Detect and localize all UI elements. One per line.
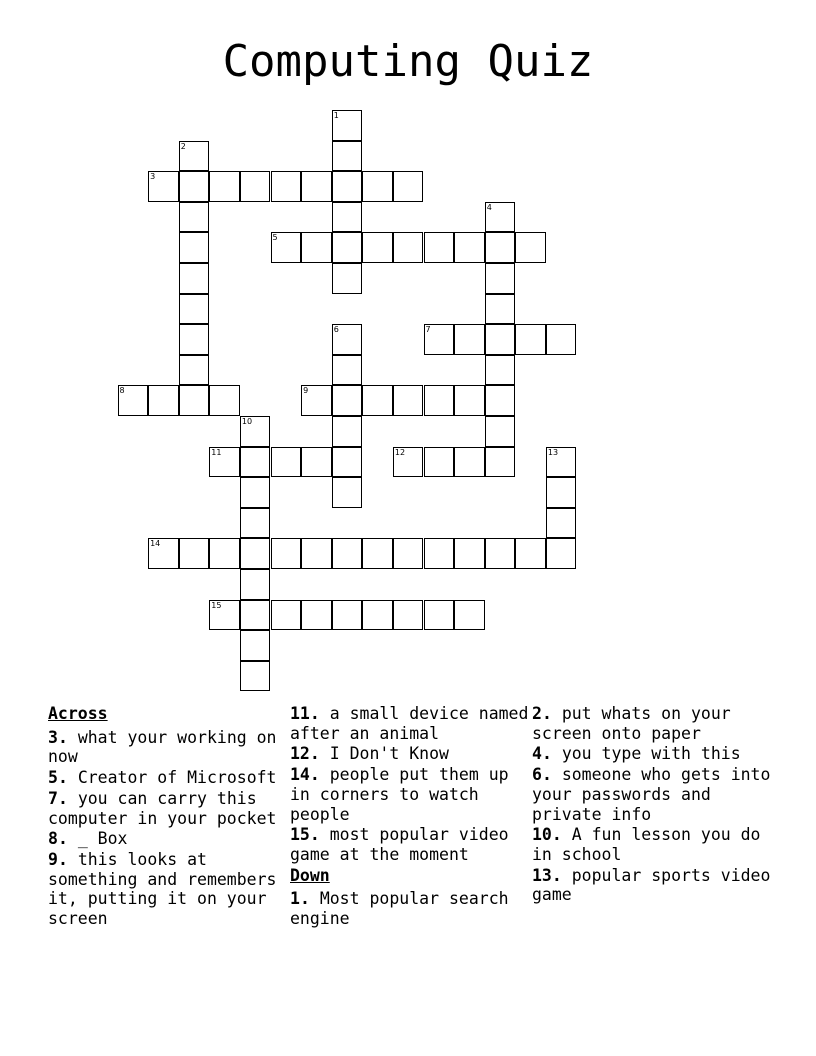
grid-cell[interactable]: [424, 232, 455, 263]
grid-cell[interactable]: [332, 324, 363, 355]
cell-number: 15: [211, 600, 222, 610]
clue-text: this looks at something and remembers it, putting it on your screen: [48, 849, 277, 929]
cell-number: 13: [547, 447, 559, 457]
grid-cell[interactable]: [271, 600, 302, 631]
grid-cell[interactable]: [179, 324, 210, 355]
grid-cell[interactable]: [424, 600, 455, 631]
grid-cell[interactable]: [332, 355, 363, 386]
clue-column-3: [532, 704, 772, 906]
clue-number: 13: [532, 865, 552, 885]
grid-cell[interactable]: [362, 171, 393, 202]
clue-across-11: 11. a small device named after an animal: [290, 704, 529, 743]
grid-cell[interactable]: [271, 538, 302, 569]
grid-cell[interactable]: [485, 263, 516, 294]
clue-down-10: 10. A fun lesson you do in school: [532, 825, 761, 864]
clue-across-12: 12. I Don't Know: [290, 744, 449, 764]
clue-number: 14: [290, 765, 310, 785]
grid-cell[interactable]: [332, 447, 363, 478]
clue-down-1: 1. Most popular search engine: [290, 889, 509, 929]
grid-cell[interactable]: [179, 202, 210, 233]
grid-cell[interactable]: [424, 385, 455, 416]
grid-cell[interactable]: [240, 600, 271, 631]
grid-cell[interactable]: [332, 263, 363, 294]
grid-cell[interactable]: [485, 416, 516, 447]
grid-cell[interactable]: [485, 294, 516, 325]
clue-number: 4: [532, 744, 542, 764]
clue-number: 10: [532, 825, 552, 845]
grid-cell[interactable]: [393, 600, 424, 631]
clue-across-9: 9. this looks at something and remembers it, putting it on your screen: [48, 849, 277, 929]
clue-number: 2: [532, 704, 542, 723]
across-heading: Across: [48, 704, 108, 723]
grid-cell[interactable]: [454, 600, 485, 631]
grid-cell[interactable]: [179, 538, 210, 569]
grid-cell[interactable]: [546, 477, 577, 508]
grid-cell[interactable]: [362, 600, 393, 631]
grid-cell[interactable]: [454, 385, 485, 416]
clue-text: Most popular search engine: [290, 889, 509, 929]
grid-cell[interactable]: [148, 538, 179, 569]
grid-cell[interactable]: [332, 232, 363, 263]
grid-cell[interactable]: [546, 324, 577, 355]
clue-text: popular sports video game: [532, 865, 771, 905]
grid-cell[interactable]: [332, 141, 363, 172]
clue-number: 6: [532, 765, 542, 785]
grid-cell[interactable]: [148, 385, 179, 416]
grid-cell[interactable]: [209, 385, 240, 416]
clue-across-5: 5. Creator of Microsoft: [48, 768, 277, 788]
cell-number: 12: [394, 447, 406, 457]
grid-cell[interactable]: [179, 294, 210, 325]
grid-cell[interactable]: [485, 232, 516, 263]
grid-cell[interactable]: [393, 385, 424, 416]
clue-across-3: 3. what your working on now: [48, 727, 277, 767]
grid-cell[interactable]: [454, 447, 485, 478]
grid-cell[interactable]: [240, 447, 271, 478]
page-title: Computing Quiz: [222, 36, 594, 87]
clue-down-2: 2. put whats on your screen onto paper: [532, 704, 731, 743]
grid-cell[interactable]: [301, 232, 332, 263]
cell-number: 2: [180, 141, 186, 151]
clue-number: 7: [48, 788, 58, 808]
clue-text: what your working on now: [48, 727, 277, 767]
grid-cell[interactable]: [240, 416, 271, 447]
clue-number: 5: [48, 768, 58, 788]
grid-cell[interactable]: [332, 110, 363, 141]
cell-number: 9: [303, 386, 309, 396]
grid-cell[interactable]: [332, 477, 363, 508]
cell-number: 7: [425, 325, 431, 335]
clue-text: A fun lesson you do in school: [532, 825, 761, 864]
grid-cell[interactable]: [301, 538, 332, 569]
cell-number: 5: [272, 233, 278, 243]
grid-cell[interactable]: [332, 171, 363, 202]
grid-cell[interactable]: [515, 538, 546, 569]
grid-cell[interactable]: [485, 324, 516, 355]
clue-number: 11: [290, 704, 310, 723]
cell-number: 6: [333, 325, 339, 335]
grid-cell[interactable]: [362, 538, 393, 569]
grid-cell[interactable]: [485, 385, 516, 416]
grid-cell[interactable]: [148, 171, 179, 202]
grid-cell[interactable]: [301, 385, 332, 416]
clue-down-13: 13. popular sports video game: [532, 865, 771, 905]
grid-cell[interactable]: [515, 324, 546, 355]
clue-text: most popular video game at the moment: [290, 825, 509, 864]
grid-cell[interactable]: [424, 538, 455, 569]
grid-cell[interactable]: [485, 447, 516, 478]
grid-cell[interactable]: [301, 447, 332, 478]
grid-cell[interactable]: [179, 263, 210, 294]
grid-cell[interactable]: [179, 232, 210, 263]
grid-cell[interactable]: [393, 232, 424, 263]
clue-across-7: 7. you can carry this computer in your pocket: [48, 788, 277, 828]
grid-cell[interactable]: [332, 202, 363, 233]
grid-cell[interactable]: [546, 538, 577, 569]
cell-number: 3: [150, 172, 156, 182]
cell-number: 4: [486, 202, 492, 212]
grid-cell[interactable]: [546, 508, 577, 539]
grid-cell[interactable]: [485, 202, 516, 233]
grid-cell[interactable]: [454, 324, 485, 355]
grid-cell[interactable]: [271, 171, 302, 202]
clue-text: put whats on your screen onto paper: [532, 704, 731, 743]
clue-text: people put them up in corners to watch people: [290, 765, 509, 824]
cell-number: 11: [211, 447, 222, 457]
clue-text: a small device named after an animal: [290, 704, 529, 743]
clue-across-8: 8. _ Box: [48, 829, 128, 849]
grid-cell[interactable]: [454, 538, 485, 569]
clue-text: someone who gets into your passwords and private info: [532, 765, 771, 824]
grid-cell[interactable]: [240, 171, 271, 202]
grid-cell[interactable]: [454, 232, 485, 263]
grid-cell[interactable]: [393, 447, 424, 478]
clue-down-4: 4. you type with this: [532, 744, 741, 764]
grid-cell[interactable]: [393, 171, 424, 202]
grid-cell[interactable]: [179, 355, 210, 386]
clue-number: 3: [48, 727, 58, 747]
clue-text: you can carry this computer in your pocket: [48, 788, 277, 828]
grid-cell[interactable]: [209, 600, 240, 631]
clue-column-2: [290, 704, 530, 930]
grid-cell[interactable]: [546, 447, 577, 478]
clue-number: 9: [48, 849, 58, 869]
cell-number: 14: [150, 539, 161, 549]
clue-text: you type with this: [561, 744, 741, 764]
grid-cell[interactable]: [485, 355, 516, 386]
grid-cell[interactable]: [240, 477, 271, 508]
grid-cell[interactable]: [485, 538, 516, 569]
grid-cell[interactable]: [240, 630, 271, 661]
grid-cell[interactable]: [332, 385, 363, 416]
clue-column-1: [48, 704, 288, 930]
grid-cell[interactable]: [515, 232, 546, 263]
grid-cell[interactable]: [179, 141, 210, 172]
cell-number: 1: [333, 111, 339, 120]
grid-cell[interactable]: [393, 538, 424, 569]
grid-cell[interactable]: [424, 324, 455, 355]
cell-number: 8: [119, 386, 125, 396]
clue-number: 12: [290, 744, 310, 764]
grid-cell[interactable]: [240, 661, 271, 692]
grid-cell[interactable]: [240, 508, 271, 539]
grid-cell[interactable]: [118, 385, 149, 416]
grid-cell[interactable]: [424, 447, 455, 478]
cell-number: 10: [241, 417, 253, 426]
grid-cell[interactable]: [301, 171, 332, 202]
down-heading: Down: [290, 865, 330, 885]
clue-across-14: 14. people put them up in corners to watch people: [290, 765, 509, 824]
grid-cell[interactable]: [179, 385, 210, 416]
clue-text: Creator of Microsoft: [77, 768, 277, 788]
clue-number: 1: [290, 889, 300, 909]
grid-cell[interactable]: [179, 171, 210, 202]
grid-cell[interactable]: [362, 232, 393, 263]
grid-cell[interactable]: [209, 538, 240, 569]
clue-text: _ Box: [77, 829, 128, 849]
grid-cell[interactable]: [209, 171, 240, 202]
grid-cell[interactable]: [332, 600, 363, 631]
grid-cell[interactable]: [362, 385, 393, 416]
grid-cell[interactable]: [209, 447, 240, 478]
grid-cell[interactable]: [240, 538, 271, 569]
grid-cell[interactable]: [271, 232, 302, 263]
grid-cell[interactable]: [301, 600, 332, 631]
clue-number: 8: [48, 829, 58, 849]
clue-down-6: 6. someone who gets into your passwords and private info: [532, 765, 771, 824]
clue-text: I Don't Know: [329, 744, 449, 764]
clue-across-15: 15. most popular video game at the moment: [290, 825, 509, 864]
grid-cell[interactable]: [271, 447, 302, 478]
grid-cell[interactable]: [332, 416, 363, 447]
clue-number: 15: [290, 825, 310, 845]
grid-cell[interactable]: [332, 538, 363, 569]
grid-cell[interactable]: [240, 569, 271, 600]
